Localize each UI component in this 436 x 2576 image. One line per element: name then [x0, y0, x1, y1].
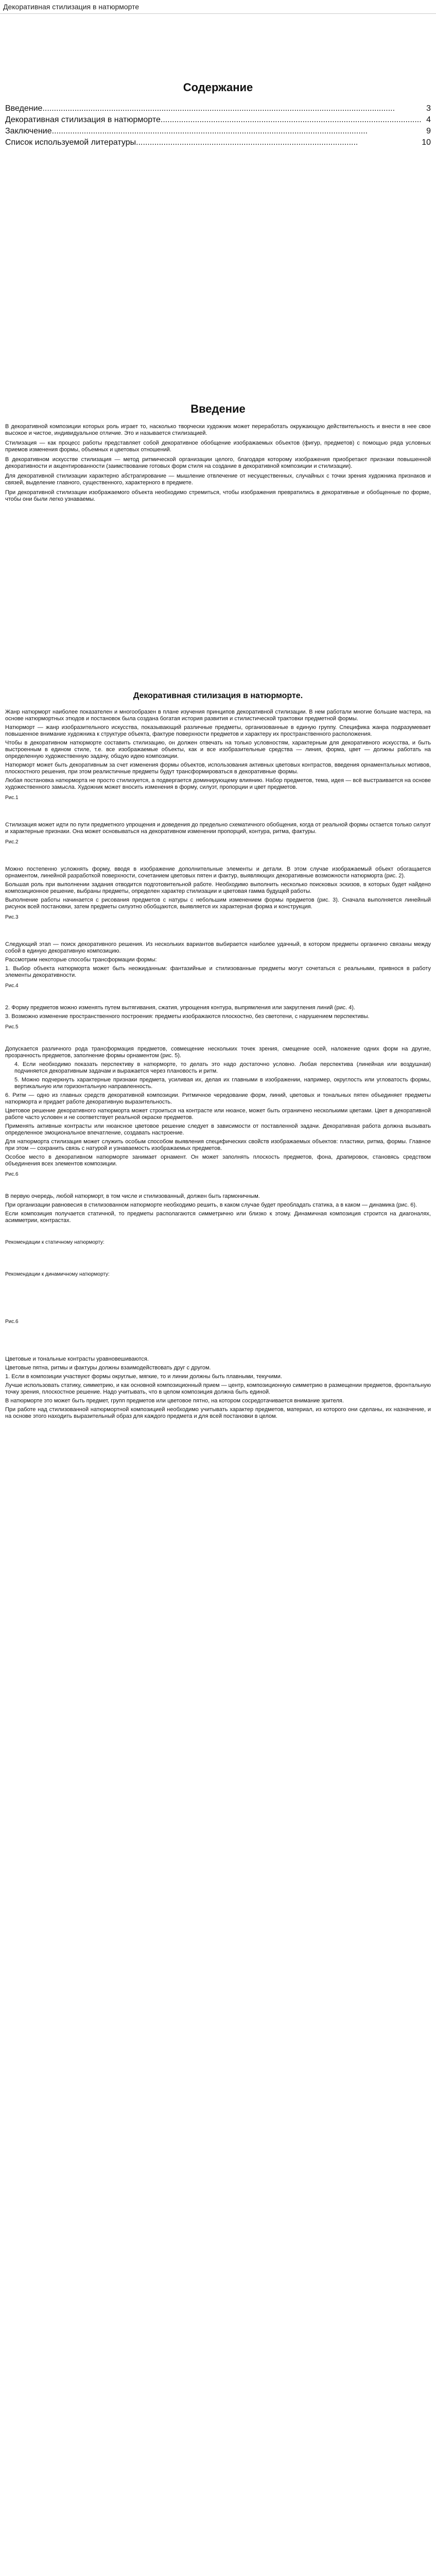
- main-paragraph: Особое место в декоративном натюрморте занимает орнамент. Он может заполнять плоскость предметов, фона, драпировок, становясь средством объединения всех элементов композиции.: [5, 1154, 431, 1167]
- main-paragraph: Выполнение работы начинается с рисования предметов с натуры с небольшим изменением формы предметов (рис. 3). Сначала выполняется линейный рисунок всей постановки, затем предметы силуэтно обобщаются, выявляется их характерная форма и конструкция.: [5, 897, 431, 910]
- figure-caption: Рис.5: [5, 1024, 19, 1030]
- main-paragraph: Натюрморт может быть декоративным за счет изменения формы объектов, использования активных цветовых контрастов, введения орнаментальных мотивов, плоскостного решения, при этом реалистичные предметы будут трансформироваться в декоративные формы.: [5, 762, 431, 775]
- intro-section: [5, 402, 431, 503]
- figure-caption: Рис.4: [5, 983, 19, 989]
- toc-title: Содержание: [183, 81, 253, 94]
- main-section: [5, 690, 431, 1420]
- main-paragraph: Цветовые пятна, ритмы и фактуры должны взаимодействовать друг с другом.: [5, 1365, 211, 1371]
- main-paragraph: 4. Если необходимо показать перспективу в натюрморте, то делать это надо достаточно условно. Любая перспектива (линейная или воздушная) подчиняется декоративным задачам и выражается через плановость и ритм.: [14, 1061, 431, 1074]
- figure-caption: Рис.3: [5, 914, 19, 920]
- main-paragraph: 6. Ритм — одно из главных средств декоративной композиции. Ритмичное чередование форм, линий, цветовых и тональных пятен объединяет предметы натюрморта и придает работе декоративную выразительность.: [5, 1092, 431, 1105]
- figure-caption: Рис.1: [5, 795, 19, 801]
- main-paragraph: Жанр натюрморт наиболее показателен и многообразен в плане изучения принципов декоративной стилизации. В нем работали многие большие мастера, на основе натюрмортных этюдов и постановок была создана богатая история развития и стилистической трактовки предметной формы.: [5, 709, 431, 722]
- main-paragraph: Применять активные контрасты или нюансное цветовое решение следует в зависимости от поставленной задачи. Декоративная работа должна вызывать определенное эмоциональное впечатление, создавать настроение.: [5, 1123, 431, 1136]
- intro-title: Введение: [190, 402, 246, 415]
- main-paragraph: 1. Если в композиции участвуют формы округлые, мягкие, то и линии должны быть плавными, текучими.: [5, 1374, 282, 1380]
- main-paragraph: Цветовые и тональные контрасты уравновешиваются.: [5, 1356, 149, 1362]
- intro-paragraph: При декоративной стилизации изображаемого объекта необходимо стремиться, чтобы изображения превратились в декоративные и обобщенные по форме, чтобы они были легко узнаваемы.: [5, 489, 431, 502]
- main-paragraph: Можно постепенно усложнять форму, вводя в изображение дополнительные элементы и детали. В этом случае изображаемый объект обогащается орнаментом, линейной разработкой поверхности, сочетанием цветовых пятен и фактур, выявляющих декоративные возможности натюрморта (рис. 2).: [5, 866, 431, 879]
- figure-caption: Рис.6: [5, 1319, 19, 1325]
- main-paragraph: Рассмотрим некоторые способы трансформации формы:: [5, 957, 157, 963]
- main-paragraph: При работе над стилизованной натюрмортной композицией необходимо учитывать характер предметов, материал, из которого они сделаны, их назначение, и на основе этого находить выразительный образ для каждого предмета и для всей постановки в целом.: [5, 1406, 431, 1419]
- main-paragraph: Натюрморт — жанр изобразительного искусства, показывающий различные предметы, организованные в единую группу. Специфика жанра подразумевает повышенное внимание художника к структуре объекта, фактуре поверхности предметов и характеру их пространственного расположения.: [5, 724, 431, 737]
- main-paragraph: Следующий этап — поиск декоративного решения. Из нескольких вариантов выбирается наиболее удачный, в котором предметы органично связаны между собой в единую декоративную композицию.: [5, 941, 431, 954]
- main-paragraph: Цветовое решение декоративного натюрморта может строиться на контрасте или нюансе, может быть ограничено несколькими цветами. Цвет в декоративной работе часто условен и не соответствует реальной окраске предметов.: [5, 1108, 431, 1121]
- main-paragraph: Лучше использовать статику, симметрию, и как основной композиционный прием — центр, композиционную симметрию в размещении предметов, фронтальную точку зрения, плоскостное решение. Надо учитывать, что в целом композиция должна быть единой.: [5, 1382, 431, 1395]
- intro-paragraph: Для декоративной стилизации характерно абстрагирование — мышление отвлечение от несущественных, случайных с точки зрения художника признаков и связей, выделение главного, существенного, характерного в предмете.: [5, 473, 431, 486]
- main-paragraph: Стилизация может идти по пути предметного упрощения и доведения до предельно схематичного обобщения, когда от реальной формы остается только силуэт и характерные признаки. Она может основываться на декоративном изменении пропорций, контура, ритма, фактуры.: [5, 822, 431, 835]
- main-paragraph: 5. Можно подчеркнуть характерные признаки предмета, усиливая их, делая их главными в изображении, например, округлость или угловатость формы, вертикальную или горизонтальную направленность.: [14, 1077, 431, 1090]
- toc-item[interactable]: Декоративная стилизация в натюрморте.................................................................................................................. 4: [5, 114, 431, 126]
- document-title-bar: [0, 0, 436, 14]
- document-title: Декоративная стилизация в натюрморте: [3, 3, 139, 11]
- main-paragraph: 1. Выбор объекта натюрморта может быть неожиданным: фантазийные и стилизованные предметы могут сочетаться с реальными, привнося в работу элементы декоративности.: [5, 965, 431, 978]
- toc-item[interactable]: Введение.......................................................................................................................................................... 3: [5, 104, 431, 113]
- figure-caption: Рис.6: [5, 1172, 19, 1177]
- main-paragraph: Чтобы в декоративном натюрморте составить стилизацию, он должен отвечать на только условностям, характерным для декоративного искусства, и быть выстроенным в едином стиле, т.е. все изображаемые объекты, как и все изобразительные средства — линия, форма, цвет — должны работать на определенную художественную задачу, общую идею композиции.: [5, 740, 431, 759]
- main-paragraph: Допускается различного рода трансформация предметов, совмещение нескольких точек зрения, смещение осей, наложение одних форм на другие, прозрачность предметов, заполнение формы орнаментом (рис. 5).: [5, 1046, 431, 1059]
- intro-paragraph: В декоративной композиции которых роль играет то, насколько творчески художник может переработать окружающую действительность и внести в нее свое высокое и чистое, индивидуальное отличие. Это и называется стилизацией.: [5, 423, 431, 436]
- main-paragraph: В первую очередь, любой натюрморт, в том числе и стилизованный, должен быть гармоничным.: [5, 1193, 260, 1199]
- toc-item[interactable]: Заключение.......................................................................................................................................... 9: [5, 126, 431, 137]
- figure-caption: Рекомендации к статичному натюрморту:: [5, 1240, 104, 1245]
- main-paragraph: При организации равновесия в стилизованном натюрморте необходимо решить, в каком случае будет преобладать статика, а в каком — динамика (рис. 6).: [5, 1202, 417, 1208]
- main-paragraph: Для натюрморта стилизация может служить особым способом выявления специфических свойств изображаемых объектов: пластики, ритма, формы. Главное при этом — сохранить связь с натурой и узнаваемость изображаемых предметов.: [5, 1139, 431, 1151]
- toc-section: [5, 80, 431, 148]
- intro-paragraph: Стилизация — как процесс работы представляет собой декоративное обобщение изображаемых объектов (фигур, предметов) с помощью ряда условных приемов изменения формы, объемных и цветовых отношений.: [5, 440, 431, 453]
- figure-caption: Рис.2: [5, 839, 19, 845]
- main-paragraph: 2. Форму предметов можно изменять путем вытягивания, сжатия, упрощения контура, выпрямления или закругления линий (рис. 4).: [5, 1005, 355, 1011]
- main-title: Декоративная стилизация в натюрморте.: [133, 691, 303, 700]
- main-paragraph: Если композиция получается статичной, то предметы располагаются симметрично или близко к этому. Динамичная композиция строится на диагоналях, асимметрии, контрастах.: [5, 1211, 431, 1224]
- intro-paragraph: В декоративном искусстве стилизация — метод ритмической организации целого, благодаря которому изображения приобретают признаки повышенной декоративности и акцентированности (заимствование готовых форм стиля на создание в декоративной композиции и стилизации).: [5, 456, 431, 469]
- main-paragraph: В натюрморте это может быть предмет, групп предметов или цветовое пятно, на котором сосредотачивается внимание зрителя.: [5, 1398, 344, 1404]
- main-paragraph: 3. Возможно изменение пространственного построения: предметы изображаются плоскостно, без светотени, с нарушением перспективы.: [5, 1013, 370, 1020]
- main-paragraph: Большая роль при выполнении задания отводится подготовительной работе. Необходимо выполнить несколько поисковых эскизов, в которых будет найдено композиционное решение, выбраны предметы, определен характер стилизации и цветовая гамма будущей работы.: [5, 882, 431, 894]
- toc-item[interactable]: Список используемой литературы................................................................................................. 10: [5, 137, 431, 148]
- figure-caption: Рекомендации к динамичному натюрморту:: [5, 1272, 110, 1277]
- main-paragraph: Любая постановка натюрморта не просто стилизуется, а подвергается доминирующему влиянию. Набор предметов, тема, идея — всё выстраивается на основе художественного замысла. Художник может вносить изменения в форму, силуэт, пропорции и цвет предметов.: [5, 777, 431, 790]
